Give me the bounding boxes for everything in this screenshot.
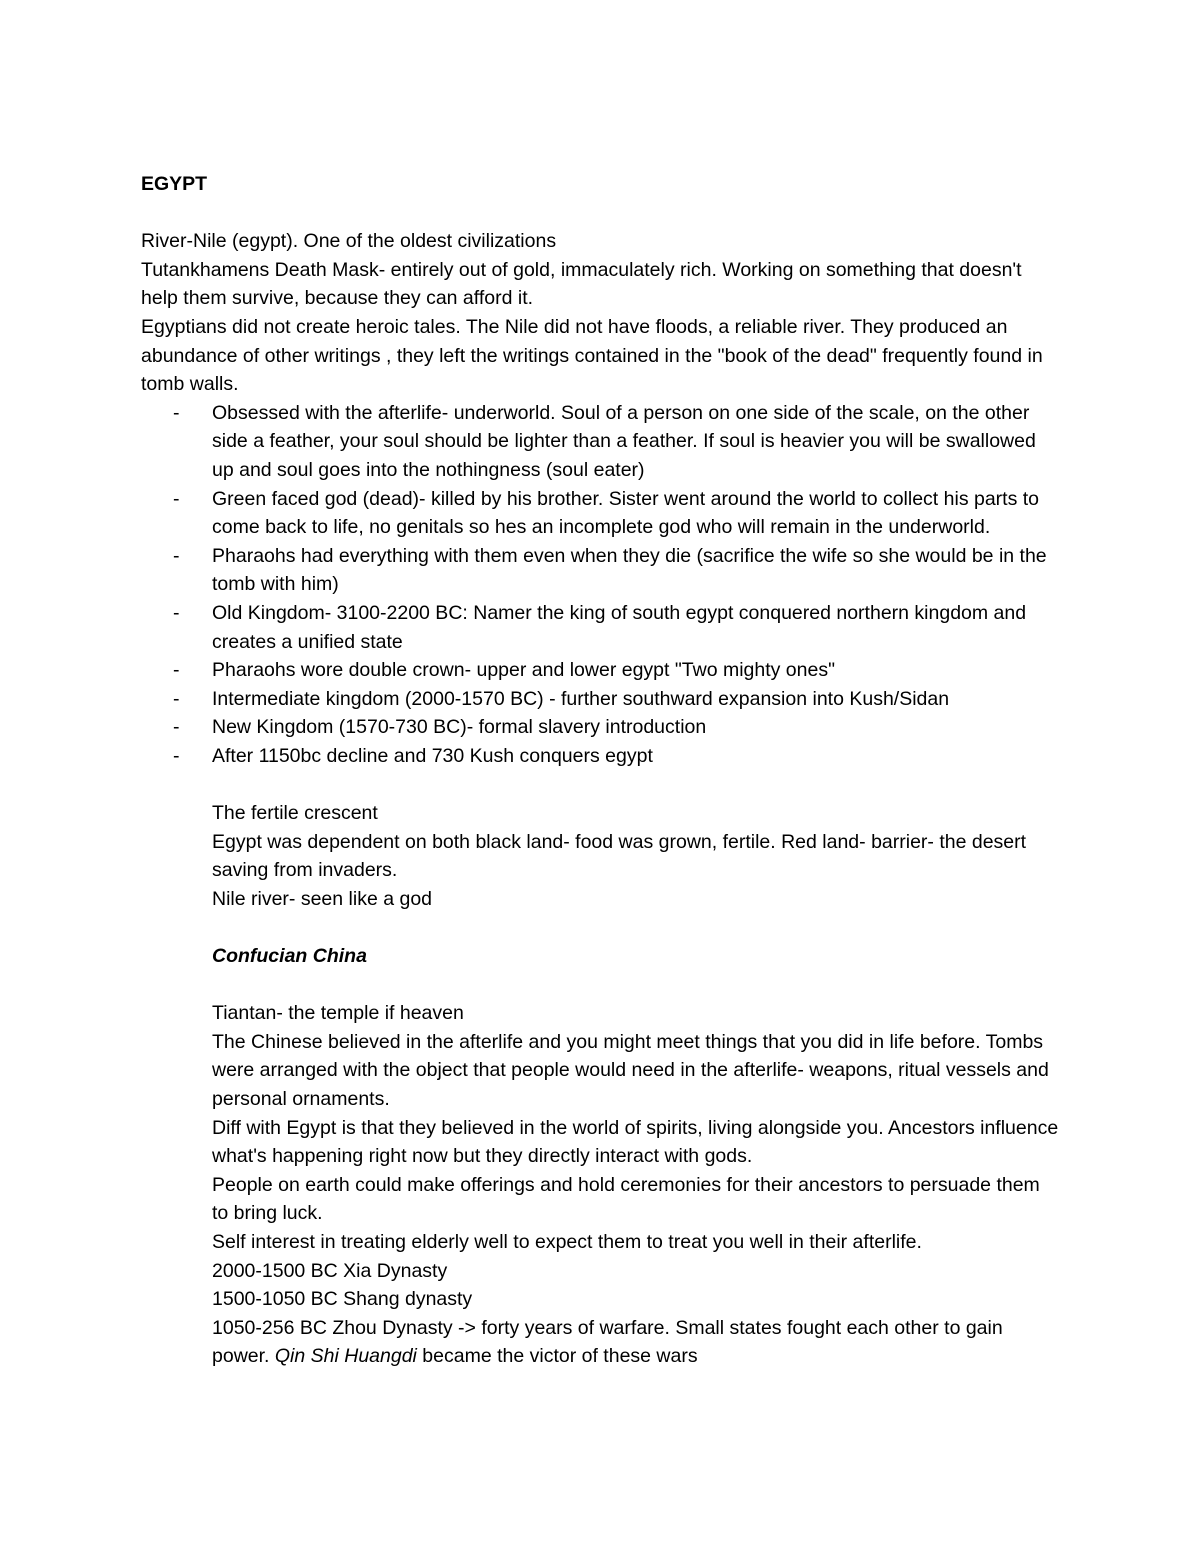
fertile-paragraph: The fertile crescent (212, 802, 378, 825)
china-paragraph: 1500-1050 BC Shang dynasty (212, 1288, 473, 1311)
dash-bullet: - (173, 487, 180, 510)
list-item (141, 685, 1061, 714)
fertile-crescent-section (141, 799, 1061, 1371)
list-item (141, 599, 1061, 656)
dash-bullet: - (173, 659, 180, 682)
list-item (141, 399, 1061, 485)
list-item-text: Pharaohs had everything with them even when they die (sacrifice the wife so she would be in the tomb with him) (212, 544, 1047, 596)
dash-bullet: - (173, 601, 180, 624)
egypt-bullet-list (141, 399, 1061, 771)
emphasis-text: Qin Shi Huangdi (274, 1345, 417, 1368)
china-heading: Confucian China (212, 945, 367, 968)
china-paragraph-last (212, 1314, 1061, 1371)
dash-bullet: - (173, 544, 180, 567)
spacer (212, 913, 1061, 942)
text-run: became the victor of these wars (416, 1345, 698, 1368)
list-item (141, 742, 1061, 771)
list-item-text: New Kingdom (1570-730 BC)- formal slavery introduction (212, 716, 707, 739)
fertile-paragraph: Nile river- seen like a god (212, 887, 433, 910)
dash-bullet: - (173, 744, 180, 767)
list-item-text: Pharaohs wore double crown- upper and lower egypt "Two mighty ones" (212, 659, 836, 682)
document-body (141, 170, 1061, 1371)
list-item (141, 656, 1061, 685)
egypt-paragraph: River-Nile (egypt). One of the oldest civilizations (141, 230, 557, 253)
china-paragraph: Self interest in treating elderly well to expect them to treat you well in their afterlife. (212, 1230, 922, 1253)
list-item-text: Green faced god (dead)- killed by his brother. Sister went around the world to collect his parts to come back to life, no genitals so hes an incomplete god who will remain in the underworld. (212, 487, 1040, 539)
spacer (212, 971, 1061, 1000)
egypt-paragraph: Egyptians did not create heroic tales. The Nile did not have floods, a reliable river. They produced an abundance of other writings , they left the writings contained in the "book of the dead" frequently found in tomb walls. (141, 315, 1043, 396)
list-item (141, 713, 1061, 742)
list-item-text: After 1150bc decline and 730 Kush conquers egypt (212, 744, 653, 767)
list-item-text: Intermediate kingdom (2000-1570 BC) - further southward expansion into Kush/Sidan (212, 687, 950, 710)
china-paragraph: People on earth could make offerings and hold ceremonies for their ancestors to persuade them to bring luck. (212, 1173, 1040, 1225)
list-item-text: Old Kingdom- 3100-2200 BC: Namer the king of south egypt conquered northern kingdom and creates a unified state (212, 601, 1027, 653)
list-item-text: Obsessed with the afterlife- underworld. Soul of a person on one side of the scale, on the other side a feather, your soul should be lighter than a feather. If soul is heavier you will be swallowed up and soul goes into the nothingness (soul eater) (212, 401, 1036, 481)
dash-bullet: - (173, 687, 180, 710)
china-paragraph: 2000-1500 BC Xia Dynasty (212, 1259, 448, 1282)
dash-bullet: - (173, 716, 180, 739)
china-paragraph: Tiantan- the temple if heaven (212, 1002, 464, 1025)
list-item (141, 485, 1061, 542)
dash-bullet: - (173, 401, 180, 424)
egypt-heading: EGYPT (141, 173, 208, 195)
fertile-paragraph: Egypt was dependent on both black land- food was grown, fertile. Red land- barrier- the desert saving from invaders. (212, 830, 1027, 882)
list-item (141, 542, 1061, 599)
china-paragraph: The Chinese believed in the afterlife and you might meet things that you did in life before. Tombs were arranged with the object that people would need in the afterlife- weapons, ritual vessels and personal ornaments. (212, 1030, 1049, 1110)
text-run: 1050-256 BC Zhou Dynasty -> forty years of warfare. Small states fought each other to gain power. (212, 1316, 1003, 1368)
egypt-paragraph: Tutankhamens Death Mask- entirely out of gold, immaculately rich. Working on something that doesn't help them survive, because they can afford it. (141, 258, 1022, 310)
china-paragraph: Diff with Egypt is that they believed in the world of spirits, living alongside you. Ancestors influence what's happening right now but they directly interact with gods. (212, 1116, 1059, 1168)
spacer (141, 770, 1061, 799)
